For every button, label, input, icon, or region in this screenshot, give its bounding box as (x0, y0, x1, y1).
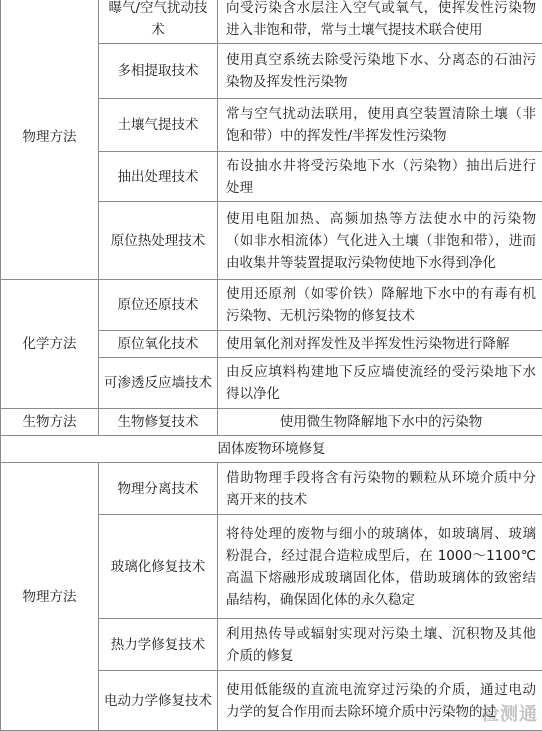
table-row (1, 280, 542, 331)
technology-cell: 土壤气提技术 (99, 99, 218, 152)
category-cell: 化学方法 (1, 280, 99, 409)
description-cell: 使用低能级的直流电流穿过污染的介质，通过电动力学的复合作用而去除环境介质中污染物的过 (218, 671, 542, 731)
description-cell: 将待处理的废物与细小的玻璃体，如玻璃屑、玻璃粉混合，经过混合造粒成型后，在 1000～1100℃高温下熔融形成玻璃固化体，借助玻璃体的致密结晶结构，确保固化体的永久稳定 (218, 515, 542, 619)
technology-cell: 原位热处理技术 (99, 202, 218, 280)
description-cell: 由反应填料构建地下反应墙使流经的受污染地下水得以净化 (218, 358, 542, 409)
technology-cell: 曝气/空气扰动技术 (99, 0, 218, 44)
technology-cell: 原位氧化技术 (99, 331, 218, 358)
description-cell: 向受污染含水层注入空气或氧气，使挥发性污染物进入非饱和带，常与土壤气提技术联合使用 (218, 0, 542, 44)
description-cell: 使用还原剂（如零价铁）降解地下水中的有毒有机污染物、无机污染物的修复技术 (218, 280, 542, 331)
table-row (1, 409, 542, 436)
description-cell: 使用微生物降解地下水中的污染物 (218, 409, 542, 436)
watermark: 检测通 (481, 700, 538, 726)
category-cell: 物理方法 (1, 463, 99, 731)
section-title: 固体废物环境修复 (1, 436, 542, 463)
technology-cell: 热力学修复技术 (99, 619, 218, 671)
technology-cell: 生物修复技术 (99, 409, 218, 436)
technology-cell: 抽出处理技术 (99, 152, 218, 202)
table-row (1, 0, 542, 44)
technology-cell: 可渗透反应墙技术 (99, 358, 218, 409)
description-cell: 利用热传导或辐射实现对污染土壤、沉积物及其他介质的修复 (218, 619, 542, 671)
description-cell: 使用真空系统去除受污染地下水、分离态的石油污染物及挥发性污染物 (218, 44, 542, 99)
description-cell: 使用氧化剂对挥发性及半挥发性污染物进行降解 (218, 331, 542, 358)
description-cell: 借助物理手段将含有污染物的颗粒从环境介质中分离开来的技术 (218, 463, 542, 515)
technology-cell: 多相提取技术 (99, 44, 218, 99)
description-cell: 使用电阻加热、高频加热等方法使水中的污染物（如非水相流体）气化进入土壤（非饱和带），进而由收集井等装置提取污染物使地下水得到净化 (218, 202, 542, 280)
description-cell: 常与空气扰动法联用，使用真空装置清除土壤（非饱和带）中的挥发性/半挥发性污染物 (218, 99, 542, 152)
category-cell: 物理方法 (1, 0, 99, 280)
section-header-row (1, 436, 542, 463)
description-cell: 布设抽水井将受污染地下水（污染物）抽出后进行处理 (218, 152, 542, 202)
category-cell: 生物方法 (1, 409, 99, 436)
technology-cell: 原位还原技术 (99, 280, 218, 331)
technology-cell: 电动力学修复技术 (99, 671, 218, 731)
technology-cell: 物理分离技术 (99, 463, 218, 515)
technology-cell: 玻璃化修复技术 (99, 515, 218, 619)
table-row (1, 463, 542, 515)
